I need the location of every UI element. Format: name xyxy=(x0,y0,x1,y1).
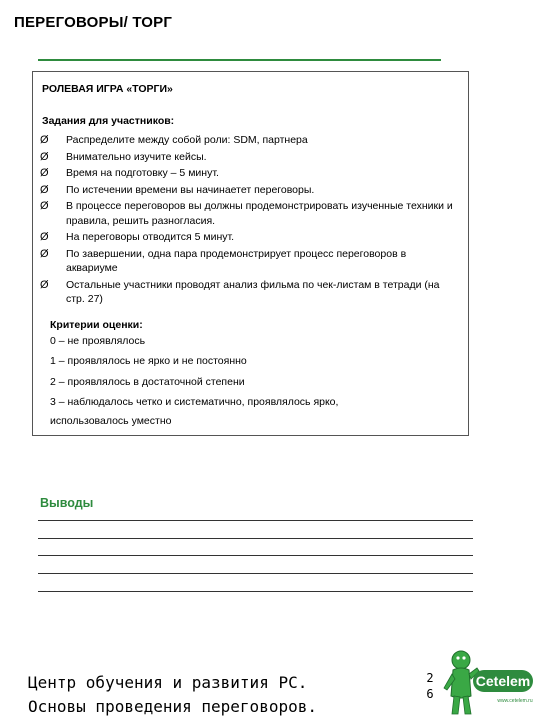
list-item xyxy=(40,247,460,275)
criteria-line: 0 – не проявлялось xyxy=(50,335,146,348)
answer-line[interactable] xyxy=(38,538,473,539)
list-item xyxy=(40,133,460,147)
list-item xyxy=(40,199,460,227)
task-text: В процессе переговоров вы должны продемонстрировать изученные техники и правила, решить разногласия. xyxy=(66,200,453,227)
task-text: Время на подготовку – 5 минут. xyxy=(66,167,219,180)
arrow-bullet-icon: Ø xyxy=(40,134,49,146)
logo-brand-text: Cetelem xyxy=(475,673,531,689)
footer-caption xyxy=(28,671,317,719)
criteria-heading: Критерии оценки: xyxy=(50,319,143,331)
answer-line[interactable] xyxy=(38,573,473,574)
task-text: Распределите между собой роли: SDM, партнера xyxy=(66,134,308,146)
arrow-bullet-icon: Ø xyxy=(40,167,49,180)
task-text: На переговоры отводится 5 минут. xyxy=(66,231,235,244)
arrow-bullet-icon: Ø xyxy=(40,150,49,163)
answer-line[interactable] xyxy=(38,555,473,556)
arrow-bullet-icon: Ø xyxy=(40,247,49,260)
answer-line[interactable] xyxy=(38,520,473,521)
arrow-bullet-icon: Ø xyxy=(40,278,49,291)
list-item xyxy=(40,183,460,197)
page-title: ПЕРЕГОВОРЫ/ ТОРГ xyxy=(14,14,173,31)
logo-tagline: www.cetelem.ru xyxy=(497,698,533,704)
criteria-line: 1 – проявлялось не ярко и не постоянно xyxy=(50,355,247,368)
list-item xyxy=(40,230,460,244)
footer-line: Центр обучения и развития РС. xyxy=(28,673,308,692)
task-text: Внимательно изучите кейсы. xyxy=(66,150,207,163)
arrow-bullet-icon: Ø xyxy=(40,231,49,244)
footer-line: Основы проведения переговоров. xyxy=(28,697,317,716)
cetelem-logo xyxy=(443,648,535,718)
arrow-bullet-icon: Ø xyxy=(40,200,49,213)
task-text: Остальные участники проводят анализ фильма по чек-листам в тетради (на стр. 27) xyxy=(66,278,440,305)
box-heading: РОЛЕВАЯ ИГРА «ТОРГИ» xyxy=(42,83,173,95)
arrow-bullet-icon: Ø xyxy=(40,183,49,196)
task-text: По завершении, одна пара продемонстрирует процесс переговоров в аквариуме xyxy=(66,247,407,274)
conclusions-title: Выводы xyxy=(40,496,94,510)
criteria-line: 3 – наблюдалось четко и систематично, проявлялось ярко, xyxy=(50,395,339,408)
title-underline xyxy=(38,59,441,61)
task-text: По истечении времени вы начинаетет переговоры. xyxy=(66,183,315,196)
list-item xyxy=(40,166,460,180)
page-number xyxy=(424,670,436,702)
evaluation-criteria xyxy=(50,318,455,434)
tasks-heading: Задания для участников: xyxy=(42,115,175,127)
list-item xyxy=(40,278,460,306)
task-list xyxy=(40,133,460,308)
answer-line[interactable] xyxy=(38,591,473,592)
list-item xyxy=(40,150,460,164)
page-number-digit: 2 xyxy=(426,671,434,685)
criteria-line: использовалось уместно xyxy=(50,415,172,428)
role-play-box xyxy=(32,71,469,436)
green-mascot-icon xyxy=(443,648,535,718)
page-number-digit: 6 xyxy=(426,687,434,701)
criteria-line: 2 – проявлялось в достаточной степени xyxy=(50,375,245,388)
